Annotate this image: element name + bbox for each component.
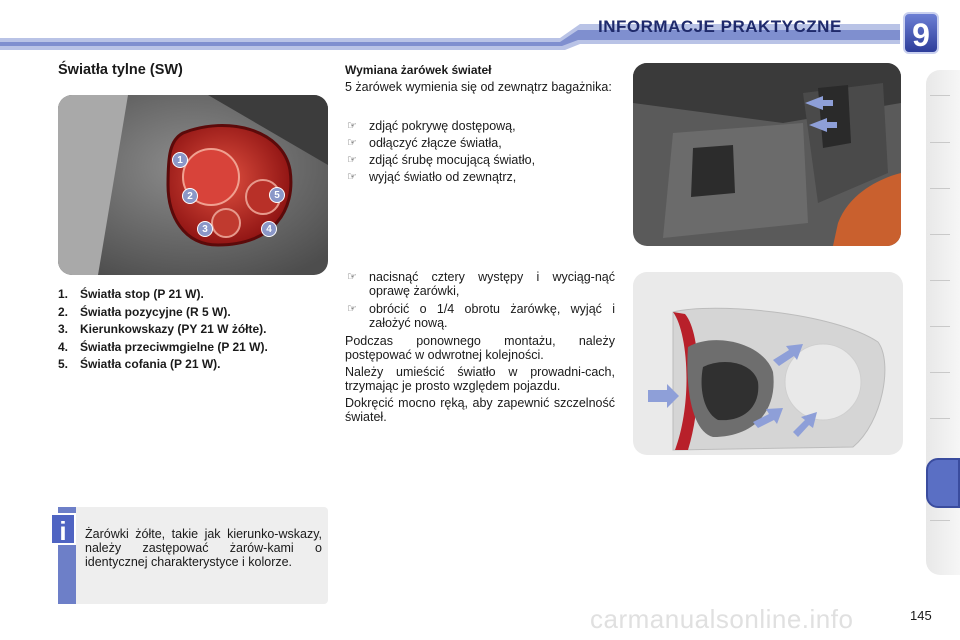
replacement-steps-a bbox=[345, 118, 615, 186]
pointing-hand-icon: ☞ bbox=[347, 137, 357, 149]
pointing-hand-icon: ☞ bbox=[347, 303, 357, 315]
trunk-access-photo bbox=[633, 63, 901, 246]
rear-lamp-illustration bbox=[58, 95, 328, 275]
side-tab-divider bbox=[930, 95, 950, 96]
chapter-badge: 9 bbox=[903, 12, 939, 54]
page-number: 145 bbox=[910, 608, 932, 623]
info-icon: i bbox=[50, 513, 76, 545]
lamp-marker-2: 2 bbox=[182, 188, 198, 204]
paragraph: Dokręcić mocno ręką, aby zapewnić szczelność świateł. bbox=[345, 396, 615, 424]
header-title: INFORMACJE PRAKTYCZNE bbox=[598, 17, 842, 36]
watermark: carmanualsonline.info bbox=[590, 604, 854, 634]
legend-item: 3. Kierunkowskazy (PY 21 W żółte). bbox=[58, 322, 267, 336]
legend-item: 5. Światła cofania (P 21 W). bbox=[58, 357, 221, 371]
pointing-hand-icon: ☞ bbox=[347, 271, 357, 283]
step-item: ☞ wyjąć światło od zewnątrz, bbox=[347, 170, 517, 184]
lamp-unit-photo bbox=[633, 272, 903, 455]
step-item: ☞ obrócić o 1/4 obrotu żarówkę, wyjąć i założyć nową. bbox=[347, 302, 615, 330]
section-title: Światła tylne (SW) bbox=[58, 62, 183, 78]
side-tab-divider bbox=[930, 188, 950, 189]
step-item: ☞ odłączyć złącze światła, bbox=[347, 136, 502, 150]
lamp-marker-4: 4 bbox=[261, 221, 277, 237]
legend-item: 1. Światła stop (P 21 W). bbox=[58, 287, 204, 301]
step-item: ☞ zdjąć śrubę mocującą światło, bbox=[347, 153, 536, 167]
side-tab-divider bbox=[930, 520, 950, 521]
replacement-intro: 5 żarówek wymienia się od zewnątrz bagażnika: bbox=[345, 80, 612, 94]
pointing-hand-icon: ☞ bbox=[347, 154, 357, 166]
paragraph: Podczas ponownego montażu, należy postępować w odwrotnej kolejności. bbox=[345, 334, 615, 362]
step-item: ☞ nacisnąć cztery występy i wyciąg-nąć oprawę żarówki, bbox=[347, 270, 615, 298]
replacement-steps-b bbox=[345, 270, 615, 427]
side-tab-divider bbox=[930, 372, 950, 373]
legend-item: 2. Światła pozycyjne (R 5 W). bbox=[58, 304, 231, 319]
side-tab-divider bbox=[930, 418, 950, 419]
lamp-marker-5: 5 bbox=[269, 187, 285, 203]
info-note-text: Żarówki żółte, takie jak kierunko-wskazy, należy zastępować żarów-kami o identycznej charakterystyce i kolorze. bbox=[85, 527, 322, 569]
side-tab-divider bbox=[930, 142, 950, 143]
replacement-title: Wymiana żarówek świateł bbox=[345, 63, 492, 77]
lamp-marker-3: 3 bbox=[197, 221, 213, 237]
step-item: ☞ zdjąć pokrywę dostępową, bbox=[347, 119, 516, 133]
side-tab-divider bbox=[930, 326, 950, 327]
side-tab-divider bbox=[930, 234, 950, 235]
pointing-hand-icon: ☞ bbox=[347, 120, 357, 132]
bulb-legend bbox=[58, 286, 268, 374]
legend-item: 4. Światła przeciwmgielne (P 21 W). bbox=[58, 339, 268, 354]
pointing-hand-icon: ☞ bbox=[347, 171, 357, 183]
lamp-marker-1: 1 bbox=[172, 152, 188, 168]
paragraph: Należy umieścić światło w prowadni-cach, trzymając je prosto względem pojazdu. bbox=[345, 365, 615, 393]
side-tab-chapter-9[interactable] bbox=[926, 458, 960, 508]
side-tab-divider bbox=[930, 280, 950, 281]
